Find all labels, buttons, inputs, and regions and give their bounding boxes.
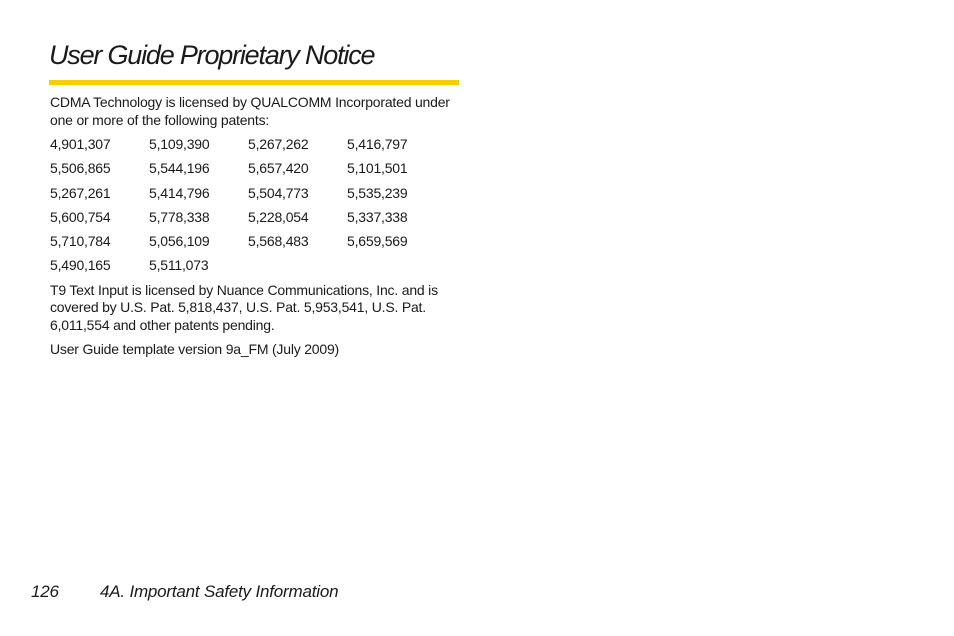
patent-number: 5,267,262 (248, 136, 309, 152)
template-version-text: User Guide template version 9a_FM (July 2009) (50, 341, 340, 358)
patent-number (248, 257, 347, 275)
section-title: 4A. Important Safety Information (100, 582, 339, 601)
patent-number: 5,600,754 (50, 208, 111, 225)
patent-number: 5,490,165 (50, 257, 111, 274)
t9-notice-paragraph: T9 Text Input is licensed by Nuance Communications, Inc. and is covered by U.S. Pat. 5,818,437, U.S. Pat. 5,953,541, U.S. Pat. 6,011,554 and other patents pending. (50, 281, 438, 333)
patent-number: 5,544,196 (149, 160, 210, 177)
patent-number: 5,416,797 (347, 136, 408, 152)
patent-number: 5,414,796 (149, 184, 210, 201)
patent-number: 4,901,307 (50, 136, 111, 152)
patent-number: 5,657,420 (248, 160, 309, 177)
patent-number: 5,056,109 (149, 233, 210, 250)
title-underline (49, 80, 459, 85)
cdma-intro-paragraph: CDMA Technology is licensed by QUALCOMM Incorporated under one or more of the following patents: (50, 94, 450, 128)
patent-number: 5,506,865 (50, 160, 111, 177)
patent-number: 5,710,784 (50, 233, 111, 250)
patent-number: 5,504,773 (248, 184, 309, 201)
patent-number: 5,659,569 (347, 233, 408, 250)
patent-list (50, 136, 460, 275)
patent-number: 5,568,483 (248, 233, 309, 250)
patent-number: 5,267,261 (50, 184, 111, 201)
page-footer (31, 582, 338, 602)
patent-number: 5,535,239 (347, 184, 408, 201)
patent-number: 5,101,501 (347, 160, 408, 177)
patent-number: 5,778,338 (149, 208, 210, 225)
patent-number: 5,109,390 (149, 136, 210, 152)
notice-body (50, 94, 460, 359)
patent-number (347, 257, 446, 275)
patent-number: 5,337,338 (347, 208, 408, 225)
page-title: User Guide Proprietary Notice (49, 40, 375, 70)
patent-number: 5,228,054 (248, 208, 309, 225)
patent-number: 5,511,073 (149, 257, 209, 274)
page-number: 126 (31, 582, 59, 601)
